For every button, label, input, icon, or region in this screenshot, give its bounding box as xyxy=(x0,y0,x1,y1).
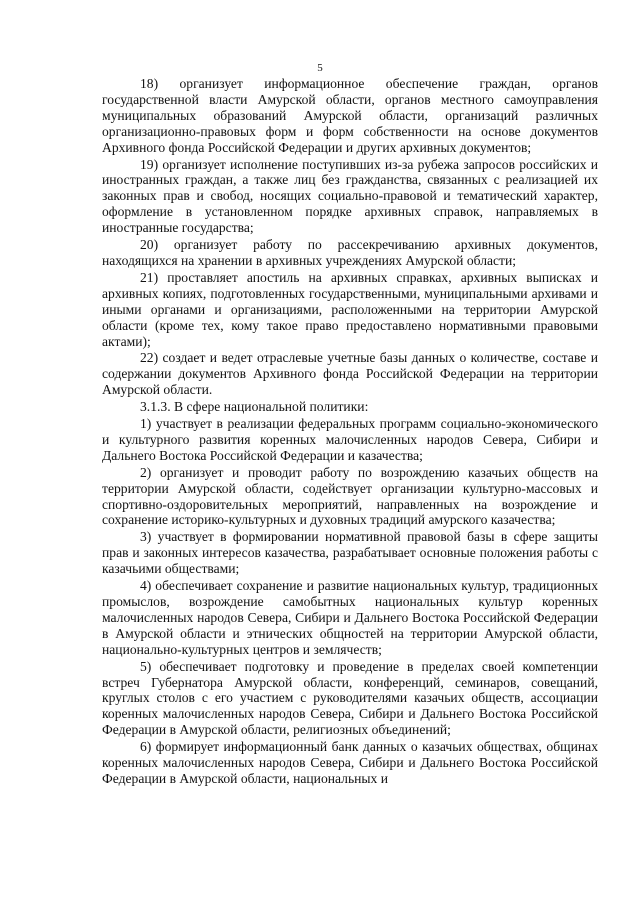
paragraph-item-6: 6) формирует информационный банк данных о казачьих обществах, общинах коренных малочисленных народов Севера, Сибири и Дальнего Востока Российской Федерации в Амурской области, национальных и xyxy=(102,739,598,786)
paragraph-item-19: 19) организует исполнение поступивших из-за рубежа запросов российских и иностранных граждан, а также лиц без гражданства, связанных с реализацией их законных прав и свобод, носящих социально-правовой и тематический характер, оформление в установленном порядке архивных справок, направляемых в иностранные государства; xyxy=(102,156,598,236)
paragraph-item-20: 20) организует работу по рассекречиванию архивных документов, находящихся на хранении в архивных учреждениях Амурской области; xyxy=(102,237,598,268)
paragraph-item-3: 3) участвует в формировании нормативной правовой базы в сфере защиты прав и законных интересов казачества, разрабатывает основные положения работы с казачьими обществами; xyxy=(102,529,598,577)
paragraph-item-4: 4) обеспечивает сохранение и развитие национальных культур, традиционных промыслов, возрождение самобытных национальных культур коренных малочисленных народов Севера, Сибири и Дальнего Востока Российской Федерации в Амурской области и этнических общностей на территории Амурской области, национально-культурных центров и землячеств; xyxy=(102,578,598,657)
section-heading-3-1-3: 3.1.3. В сфере национальной политики: xyxy=(140,399,369,415)
paragraph-item-5: 5) обеспечивает подготовку и проведение в пределах своей компетенции встреч Губернатора Амурской области, конференций, семинаров, совещаний, круглых столов с его участием с руководителями казачьих обществ, ассоциации коренных малочисленных народов Севера, Сибири и Дальнего Востока Российской Федерации в Амурской области, религиозных объединений; xyxy=(102,658,598,738)
paragraph-item-1: 1) участвует в реализации федеральных программ социально-экономического и культурного развития коренных малочисленных народов Севера, Сибири и Дальнего Востока Российской Федерации и казачества; xyxy=(102,416,598,463)
paragraph-item-21: 21) проставляет апостиль на архивных справках, архивных выписках и архивных копиях, подготовленных государственными, муниципальными архивами и иными органами и организациями, расположенными на территории Амурской области (кроме тех, кому такое право предоставлено нормативными правовыми актами); xyxy=(102,269,598,349)
paragraph-item-2: 2) организует и проводит работу по возрождению казачьих обществ на территории Амурской области, содействует организации культурно-массовых и спортивно-оздоровительных мероприятий, направленных на возрождение и сохранение историко-культурных и духовных традиций амурского казачества; xyxy=(102,464,598,528)
page-number: 5 xyxy=(317,62,323,74)
document-body xyxy=(102,76,598,788)
paragraph-item-18: 18) организует информационное обеспечение граждан, органов государственной власти Амурской области, органов местного самоуправления муниципальных образований Амурской области, организаций различных организационно-правовых форм и форм собственности на основе документов Архивного фонда Российской Федерации и других архивных документов; xyxy=(102,76,598,155)
paragraph-item-22: 22) создает и ведет отраслевые учетные базы данных о количестве, составе и содержании документов Архивного фонда Российской Федерации на территории Амурской области. xyxy=(102,350,598,398)
